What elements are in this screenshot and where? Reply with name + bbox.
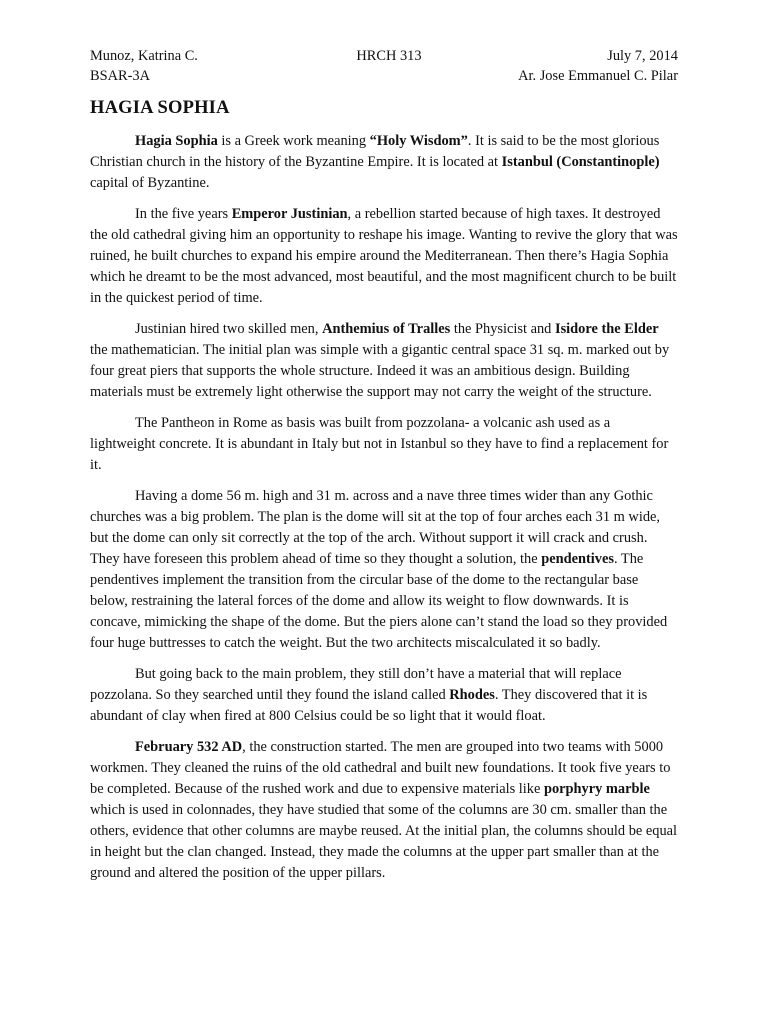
bold-term: Hagia Sophia bbox=[135, 133, 218, 149]
student-section: BSAR-3A bbox=[90, 68, 150, 84]
bold-term: Istanbul (Constantinople) bbox=[501, 154, 660, 170]
body-paragraph bbox=[90, 737, 678, 884]
bold-term: Emperor Justinian bbox=[231, 206, 348, 222]
paragraph-text: Justinian hired two skilled men, bbox=[135, 321, 323, 337]
instructor-name: Ar. Jose Emmanuel C. Pilar bbox=[518, 68, 678, 84]
bold-term: Isidore the Elder bbox=[554, 321, 659, 337]
course-code: HRCH 313 bbox=[356, 48, 422, 64]
body-paragraph bbox=[90, 413, 678, 476]
paragraph-text: But going back to the main problem, they still don’t have a material that will replace pozzolana. So they searched until they found the island called bbox=[90, 666, 622, 703]
bold-term: Anthemius of Tralles bbox=[322, 321, 451, 337]
paragraph-text: Having a dome 56 m. high and 31 m. across and a nave three times wider than any Gothic churches was a big problem. The plan is the dome will sit at the top of four arches each 31 m wide, but the dome can only sit correctly at the top of the arch. Without support it will crack and crush. They have foreseen this problem ahead of time so they thought a solution, the bbox=[90, 488, 661, 567]
header-row-2 bbox=[90, 66, 678, 86]
body-paragraph bbox=[90, 486, 678, 654]
paragraph-text: which is used in colonnades, they have studied that some of the columns are 30 cm. smaller than the others, evidence that other columns are maybe reused. At the initial plan, the columns should be equal in height but the clan changed. Instead, they made the columns at the upper part smaller than at the ground and altered the position of the upper pillars. bbox=[90, 802, 678, 881]
body-paragraph bbox=[90, 664, 678, 727]
paragraph-text: , a rebellion started because of high taxes. It destroyed the old cathedral giving him an opportunity to reshape his image. Wanting to revive the glory that was ruined, he built churches to expand his empire around the Mediterranean. Then there’s Hagia Sophia which he dreamt to be the most advanced, most beautiful, and the most magnificent church to be built in the quickest period of time. bbox=[90, 206, 678, 306]
document-body bbox=[90, 131, 678, 884]
paragraph-text: In the five years bbox=[135, 206, 232, 222]
paragraph-text: , the construction started. The men are grouped into two teams with 5000 workmen. They cleaned the ruins of the old cathedral and built new foundations. It took five years to be completed. Because of the rushed work and due to expensive materials like bbox=[90, 739, 671, 797]
bold-term: Rhodes bbox=[449, 687, 495, 703]
bold-term: pendentives bbox=[541, 551, 614, 567]
body-paragraph bbox=[90, 131, 678, 194]
bold-term: “Holy Wisdom” bbox=[369, 133, 468, 149]
bold-term: February 532 AD bbox=[135, 739, 243, 755]
paragraph-text: . It is said to be the most glorious Christian church in the history of the Byzantine Empire. It is located at bbox=[90, 133, 660, 170]
bold-term: porphyry marble bbox=[543, 781, 650, 797]
paragraph-text: is a Greek work meaning bbox=[217, 133, 370, 149]
header-row-1 bbox=[90, 46, 678, 66]
author-name: Munoz, Katrina C. bbox=[90, 48, 198, 64]
document-title: HAGIA SOPHIA bbox=[90, 98, 230, 118]
document-date: July 7, 2014 bbox=[607, 48, 678, 64]
paragraph-text: the mathematician. The initial plan was simple with a gigantic central space 31 sq. m. marked out by four great piers that supports the whole structure. Indeed it was an ambitious design. Building materials must be extremely light otherwise the support may not carry the weight of the structure. bbox=[90, 342, 670, 400]
body-paragraph bbox=[90, 204, 678, 309]
paragraph-text: capital of Byzantine. bbox=[90, 175, 210, 191]
paragraph-text: the Physicist and bbox=[450, 321, 555, 337]
paragraph-text: . The pendentives implement the transition from the circular base of the dome to the rectangular base below, restraining the lateral forces of the dome and allow its weight to flow downwards. It is concave, mimicking the shape of the dome. But the piers alone can’t stand the load so they provided four huge buttresses to catch the weight. But the two architects miscalculated it so badly. bbox=[90, 551, 668, 651]
body-paragraph bbox=[90, 319, 678, 403]
paragraph-text: . They discovered that it is abundant of clay when fired at 800 Celsius could be so light that it would float. bbox=[90, 687, 648, 724]
paragraph-text: The Pantheon in Rome as basis was built from pozzolana- a volcanic ash used as a lightweight concrete. It is abundant in Italy but not in Istanbul so they have to find a replacement for it. bbox=[90, 415, 669, 473]
